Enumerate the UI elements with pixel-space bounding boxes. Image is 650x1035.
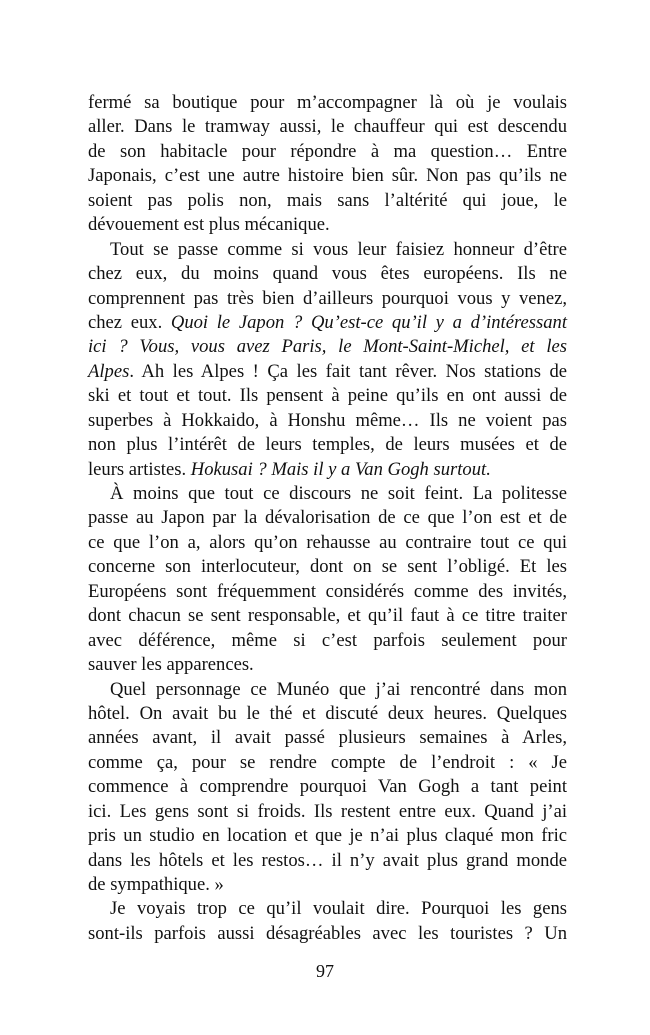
text-line: concerne son interlocuteur, dont on se sent l’obligé. Et les bbox=[88, 556, 567, 578]
text-line: À moins que tout ce discours ne soit feint. La politesse bbox=[110, 483, 567, 504]
italic-quote: ici ? Vous, vous avez Paris, le Mont-Saint-Michel, et les bbox=[88, 336, 567, 358]
italic-quote: Quoi le Japon ? Qu’est-ce qu’il y a d’intéressant bbox=[170, 311, 567, 333]
text-line: Japonais, c’est une autre histoire bien sûr. Non pas qu’ils ne bbox=[88, 165, 567, 187]
text-line: comme ça, pour se rendre compte de l’endroit : « Je bbox=[88, 751, 567, 773]
text-line: dans les hôtels et les restos… il n’y avait plus grand monde bbox=[88, 849, 567, 871]
text-line: Européens sont fréquemment considérés comme des invités, bbox=[88, 580, 567, 602]
text-line: sauver les apparences. bbox=[88, 654, 254, 676]
text-line: avec déférence, même si c’est parfois seulement pour bbox=[88, 629, 567, 651]
text-line: dont chacun se sent responsable, et qu’il faut à ce titre traiter bbox=[88, 605, 567, 627]
text-line: années avant, il avait passé plusieurs semaines à Arles, bbox=[88, 727, 567, 749]
text-line bbox=[88, 311, 567, 335]
text-line: Je voyais trop ce qu’il voulait dire. Pourquoi les gens bbox=[110, 898, 567, 920]
text-line: commence à comprendre pourquoi Van Gogh a tant peint bbox=[88, 776, 567, 798]
text-line: dévouement est plus mécanique. bbox=[88, 214, 330, 236]
text-line: hôtel. On avait bu le thé et discuté deux heures. Quelques bbox=[88, 702, 567, 724]
text-line: ici. Les gens sont si froids. Ils restent entre eux. Quand j’ai bbox=[88, 800, 567, 822]
text-line: pris un studio en location et que je n’ai plus claqué mon fric bbox=[88, 825, 567, 847]
text-line: Quel personnage ce Munéo que j’ai rencontré dans mon bbox=[110, 678, 567, 700]
text-line: sont-ils parfois aussi désagréables avec les touristes ? Un bbox=[88, 922, 567, 944]
text-line: comprennent pas très bien d’ailleurs pourquoi vous y venez, bbox=[88, 287, 567, 309]
italic-quote: Alpes bbox=[88, 360, 130, 382]
text-line: soient pas polis non, mais sans l’altérité qui joue, le bbox=[88, 189, 567, 211]
text-line: de sympathique. » bbox=[88, 874, 224, 895]
text-line bbox=[88, 360, 567, 384]
text-line: non plus l’intérêt de leurs temples, de leurs musées et de bbox=[88, 434, 567, 456]
italic-quote: Hokusai ? Mais il y a Van Gogh surtout. bbox=[190, 458, 491, 480]
page-number: 97 bbox=[316, 961, 334, 981]
text-line: Tout se passe comme si vous leur faisiez honneur d’être bbox=[110, 238, 567, 260]
body-text bbox=[88, 91, 567, 946]
text-segment: . Ah les Alpes ! Ça les fait tant rêver. Nos stations de bbox=[129, 360, 567, 382]
text-segment: leurs artistes. bbox=[88, 458, 191, 480]
text-line: ski et tout et tout. Ils pensent à peine qu’ils en ont aussi de bbox=[88, 385, 567, 407]
text-line: passe au Japon par la dévalorisation de ce que l’on est et de bbox=[88, 507, 567, 529]
text-segment: chez eux. bbox=[88, 311, 171, 333]
text-line: de son habitacle pour répondre à ma question… Entre bbox=[88, 140, 567, 162]
text-line: ce que l’on a, alors qu’on rehausse au contraire tout ce qui bbox=[88, 531, 567, 553]
text-line: aller. Dans le tramway aussi, le chauffeur qui est descendu bbox=[88, 116, 567, 138]
text-line: chez eux, du moins quand vous êtes européens. Ils ne bbox=[88, 263, 567, 285]
text-line: fermé sa boutique pour m’accompagner là où je voulais bbox=[88, 92, 567, 113]
text-line: superbes à Hokkaido, à Honshu même… Ils ne voient pas bbox=[88, 409, 567, 431]
text-line bbox=[88, 458, 567, 482]
